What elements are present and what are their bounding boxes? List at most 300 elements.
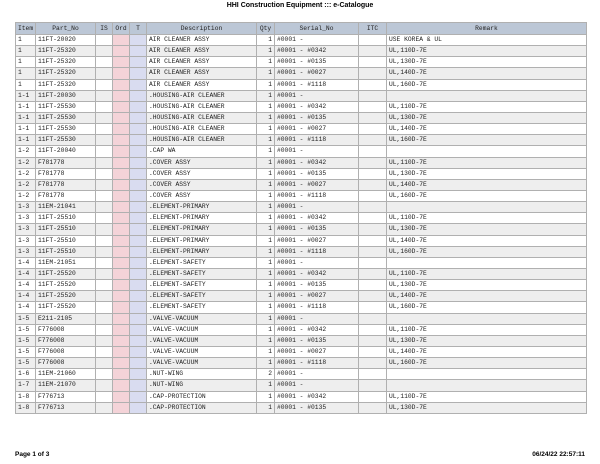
remark-cell: UL,130D-7E — [387, 402, 587, 413]
serial-no-cell: #0001 - #0342 — [275, 391, 359, 402]
remark-cell: UL,110D-7E — [387, 268, 587, 279]
qty-cell: 1 — [257, 391, 275, 402]
remark-cell — [387, 369, 587, 380]
t-cell — [130, 168, 147, 179]
serial-no-cell: #0001 - #0027 — [275, 179, 359, 190]
serial-no-cell: #0001 - #0342 — [275, 213, 359, 224]
itc-cell — [359, 324, 387, 335]
itc-cell — [359, 179, 387, 190]
table-row[interactable] — [16, 146, 587, 157]
table-row[interactable] — [16, 324, 587, 335]
item-cell: 1-8 — [16, 391, 36, 402]
t-cell — [130, 302, 147, 313]
itc-cell — [359, 68, 387, 79]
qty-cell: 1 — [257, 224, 275, 235]
t-cell — [130, 190, 147, 201]
t-cell — [130, 46, 147, 57]
description-cell: AIR CLEANER ASSY — [147, 46, 257, 57]
itc-cell — [359, 235, 387, 246]
remark-cell — [387, 257, 587, 268]
ord-cell — [113, 280, 130, 291]
table-row[interactable] — [16, 346, 587, 357]
part-no-cell: 11EM-21041 — [36, 202, 96, 213]
description-cell: .CAP-PROTECTION — [147, 391, 257, 402]
serial-no-cell: #0001 - — [275, 369, 359, 380]
qty-cell: 1 — [257, 68, 275, 79]
description-cell: .ELEMENT-PRIMARY — [147, 202, 257, 213]
qty-cell: 1 — [257, 246, 275, 257]
remark-cell: UL,160D-7E — [387, 302, 587, 313]
remark-cell: UL,110D-7E — [387, 101, 587, 112]
col-header-serial-no[interactable]: Serial_No — [275, 23, 359, 35]
remark-cell: UL,130D-7E — [387, 112, 587, 123]
itc-cell — [359, 112, 387, 123]
ord-cell — [113, 146, 130, 157]
remark-cell: UL,140D-7E — [387, 235, 587, 246]
table-row[interactable] — [16, 380, 587, 391]
part-no-cell: F776008 — [36, 358, 96, 369]
qty-cell: 1 — [257, 46, 275, 57]
col-header-item[interactable]: Item — [16, 23, 36, 35]
description-cell: AIR CLEANER ASSY — [147, 57, 257, 68]
qty-cell: 1 — [257, 35, 275, 46]
itc-cell — [359, 202, 387, 213]
table-row[interactable] — [16, 246, 587, 257]
remark-cell — [387, 202, 587, 213]
itc-cell — [359, 391, 387, 402]
is-cell — [96, 257, 113, 268]
ord-cell — [113, 124, 130, 135]
remark-cell: UL,160D-7E — [387, 135, 587, 146]
part-no-cell: 11FT-25520 — [36, 280, 96, 291]
is-cell — [96, 146, 113, 157]
col-header-part-no[interactable]: Part_No — [36, 23, 96, 35]
qty-cell: 1 — [257, 235, 275, 246]
ord-cell — [113, 291, 130, 302]
ord-cell — [113, 346, 130, 357]
qty-cell: 1 — [257, 157, 275, 168]
part-no-cell: F781778 — [36, 157, 96, 168]
ord-cell — [113, 324, 130, 335]
itc-cell — [359, 101, 387, 112]
serial-no-cell: #0001 - #0135 — [275, 112, 359, 123]
serial-no-cell: #0001 - #0027 — [275, 68, 359, 79]
serial-no-cell: #0001 - #0135 — [275, 335, 359, 346]
item-cell: 1-5 — [16, 335, 36, 346]
t-cell — [130, 235, 147, 246]
t-cell — [130, 280, 147, 291]
serial-no-cell: #0001 - #0135 — [275, 402, 359, 413]
serial-no-cell: #0001 - #0135 — [275, 280, 359, 291]
item-cell: 1-2 — [16, 179, 36, 190]
remark-cell: UL,130D-7E — [387, 335, 587, 346]
t-cell — [130, 57, 147, 68]
serial-no-cell: #0001 - #0135 — [275, 168, 359, 179]
part-no-cell: 11EM-21051 — [36, 257, 96, 268]
table-row[interactable] — [16, 68, 587, 79]
part-no-cell: 11FT-25320 — [36, 46, 96, 57]
description-cell: .VALVE-VACUUM — [147, 346, 257, 357]
part-no-cell: 11FT-25510 — [36, 213, 96, 224]
item-cell: 1-5 — [16, 346, 36, 357]
remark-cell — [387, 380, 587, 391]
table-body — [16, 35, 587, 414]
item-cell: 1-1 — [16, 112, 36, 123]
parts-table-container — [15, 22, 586, 414]
part-no-cell: 11FT-25520 — [36, 302, 96, 313]
is-cell — [96, 101, 113, 112]
qty-cell: 1 — [257, 402, 275, 413]
is-cell — [96, 157, 113, 168]
is-cell — [96, 68, 113, 79]
itc-cell — [359, 369, 387, 380]
table-row[interactable] — [16, 190, 587, 201]
ord-cell — [113, 235, 130, 246]
itc-cell — [359, 35, 387, 46]
is-cell — [96, 213, 113, 224]
description-cell: .ELEMENT-SAFETY — [147, 257, 257, 268]
is-cell — [96, 369, 113, 380]
table-row[interactable] — [16, 402, 587, 413]
table-row[interactable] — [16, 90, 587, 101]
is-cell — [96, 190, 113, 201]
table-row[interactable] — [16, 168, 587, 179]
serial-no-cell: #0001 - #1118 — [275, 246, 359, 257]
qty-cell: 1 — [257, 257, 275, 268]
ord-cell — [113, 68, 130, 79]
ord-cell — [113, 268, 130, 279]
t-cell — [130, 213, 147, 224]
is-cell — [96, 235, 113, 246]
itc-cell — [359, 268, 387, 279]
ord-cell — [113, 313, 130, 324]
t-cell — [130, 257, 147, 268]
table-row[interactable] — [16, 335, 587, 346]
table-row[interactable] — [16, 35, 587, 46]
ord-cell — [113, 302, 130, 313]
description-cell: .VALVE-VACUUM — [147, 313, 257, 324]
qty-cell: 1 — [257, 57, 275, 68]
table-row[interactable] — [16, 280, 587, 291]
remark-cell: UL,160D-7E — [387, 358, 587, 369]
item-cell: 1-7 — [16, 380, 36, 391]
t-cell — [130, 135, 147, 146]
table-row[interactable] — [16, 358, 587, 369]
ord-cell — [113, 101, 130, 112]
serial-no-cell: #0001 - #0027 — [275, 346, 359, 357]
part-no-cell: F781778 — [36, 190, 96, 201]
item-cell: 1-2 — [16, 146, 36, 157]
part-no-cell: 11EM-21060 — [36, 369, 96, 380]
table-row[interactable] — [16, 291, 587, 302]
ord-cell — [113, 57, 130, 68]
is-cell — [96, 79, 113, 90]
table-row[interactable] — [16, 112, 587, 123]
description-cell: AIR CLEANER ASSY — [147, 35, 257, 46]
t-cell — [130, 179, 147, 190]
page-title: HHI Construction Equipment ::: e-Catalogue — [226, 2, 374, 9]
qty-cell: 1 — [257, 313, 275, 324]
ord-cell — [113, 257, 130, 268]
remark-cell: UL,130D-7E — [387, 224, 587, 235]
itc-cell — [359, 79, 387, 90]
item-cell: 1-5 — [16, 313, 36, 324]
table-row[interactable] — [16, 224, 587, 235]
item-cell: 1 — [16, 35, 36, 46]
table-header-row — [16, 23, 587, 35]
item-cell: 1-3 — [16, 202, 36, 213]
description-cell: .ELEMENT-PRIMARY — [147, 224, 257, 235]
qty-cell: 1 — [257, 268, 275, 279]
is-cell — [96, 179, 113, 190]
item-cell: 1-4 — [16, 280, 36, 291]
t-cell — [130, 202, 147, 213]
itc-cell — [359, 124, 387, 135]
table-row[interactable] — [16, 369, 587, 380]
is-cell — [96, 358, 113, 369]
qty-cell: 1 — [257, 280, 275, 291]
description-cell: .CAP-PROTECTION — [147, 402, 257, 413]
qty-cell: 1 — [257, 358, 275, 369]
is-cell — [96, 135, 113, 146]
ord-cell — [113, 79, 130, 90]
description-cell: .VALVE-VACUUM — [147, 358, 257, 369]
part-no-cell: 11FT-25320 — [36, 79, 96, 90]
remark-cell: UL,160D-7E — [387, 79, 587, 90]
part-no-cell: 11EM-21070 — [36, 380, 96, 391]
col-header-qty[interactable]: Qty — [257, 23, 275, 35]
itc-cell — [359, 146, 387, 157]
item-cell: 1-4 — [16, 257, 36, 268]
part-no-cell: 11FT-25530 — [36, 101, 96, 112]
ord-cell — [113, 202, 130, 213]
table-row[interactable] — [16, 313, 587, 324]
remark-cell: UL,110D-7E — [387, 213, 587, 224]
t-cell — [130, 79, 147, 90]
ord-cell — [113, 224, 130, 235]
description-cell: .ELEMENT-PRIMARY — [147, 246, 257, 257]
ord-cell — [113, 157, 130, 168]
description-cell: .HOUSING-AIR CLEANER — [147, 112, 257, 123]
t-cell — [130, 358, 147, 369]
table-row[interactable] — [16, 135, 587, 146]
part-no-cell: 11FT-25520 — [36, 291, 96, 302]
qty-cell: 1 — [257, 202, 275, 213]
parts-table — [15, 22, 587, 414]
description-cell: .COVER ASSY — [147, 179, 257, 190]
ord-cell — [113, 46, 130, 57]
item-cell: 1-2 — [16, 190, 36, 201]
col-header-description[interactable]: Description — [147, 23, 257, 35]
t-cell — [130, 246, 147, 257]
is-cell — [96, 346, 113, 357]
serial-no-cell: #0001 - — [275, 313, 359, 324]
t-cell — [130, 90, 147, 101]
table-row[interactable] — [16, 268, 587, 279]
description-cell: .NUT-WING — [147, 369, 257, 380]
t-cell — [130, 346, 147, 357]
itc-cell — [359, 313, 387, 324]
description-cell: .COVER ASSY — [147, 168, 257, 179]
t-cell — [130, 35, 147, 46]
qty-cell: 1 — [257, 335, 275, 346]
serial-no-cell: #0001 - #1118 — [275, 79, 359, 90]
description-cell: .VALVE-VACUUM — [147, 335, 257, 346]
part-no-cell: F776008 — [36, 346, 96, 357]
is-cell — [96, 380, 113, 391]
remark-cell — [387, 146, 587, 157]
qty-cell: 1 — [257, 79, 275, 90]
print-datetime: 06/24/22 22:57:11 — [532, 451, 585, 458]
t-cell — [130, 402, 147, 413]
serial-no-cell: #0001 - #0135 — [275, 224, 359, 235]
item-cell: 1 — [16, 57, 36, 68]
col-header-ord[interactable]: Ord — [113, 23, 130, 35]
t-cell — [130, 313, 147, 324]
t-cell — [130, 291, 147, 302]
table-row[interactable] — [16, 57, 587, 68]
item-cell: 1 — [16, 79, 36, 90]
page-indicator: Page 1 of 3 — [15, 451, 50, 458]
ord-cell — [113, 213, 130, 224]
itc-cell — [359, 213, 387, 224]
item-cell: 1-1 — [16, 101, 36, 112]
itc-cell — [359, 358, 387, 369]
ord-cell — [113, 369, 130, 380]
table-row[interactable] — [16, 101, 587, 112]
part-no-cell: 11FT-25530 — [36, 112, 96, 123]
item-cell: 1-2 — [16, 168, 36, 179]
table-row[interactable] — [16, 302, 587, 313]
description-cell: .HOUSING-AIR CLEANER — [147, 124, 257, 135]
item-cell: 1-3 — [16, 213, 36, 224]
is-cell — [96, 124, 113, 135]
itc-cell — [359, 280, 387, 291]
table-row[interactable] — [16, 157, 587, 168]
description-cell: .HOUSING-AIR CLEANER — [147, 135, 257, 146]
itc-cell — [359, 57, 387, 68]
serial-no-cell: #0001 - #1118 — [275, 302, 359, 313]
part-no-cell: 11FT-25510 — [36, 246, 96, 257]
ord-cell — [113, 335, 130, 346]
is-cell — [96, 280, 113, 291]
itc-cell — [359, 380, 387, 391]
ord-cell — [113, 246, 130, 257]
table-row[interactable] — [16, 46, 587, 57]
table-row[interactable] — [16, 202, 587, 213]
remark-cell: UL,160D-7E — [387, 190, 587, 201]
item-cell: 1-1 — [16, 90, 36, 101]
part-no-cell: 11FT-25510 — [36, 235, 96, 246]
part-no-cell: F776713 — [36, 391, 96, 402]
qty-cell: 1 — [257, 291, 275, 302]
item-cell: 1 — [16, 68, 36, 79]
is-cell — [96, 46, 113, 57]
qty-cell: 2 — [257, 369, 275, 380]
serial-no-cell: #0001 - #1118 — [275, 190, 359, 201]
t-cell — [130, 335, 147, 346]
ord-cell — [113, 168, 130, 179]
remark-cell: UL,140D-7E — [387, 68, 587, 79]
itc-cell — [359, 335, 387, 346]
qty-cell: 1 — [257, 324, 275, 335]
qty-cell: 1 — [257, 190, 275, 201]
serial-no-cell: #0001 - #0135 — [275, 57, 359, 68]
table-row[interactable] — [16, 257, 587, 268]
table-row[interactable] — [16, 79, 587, 90]
ord-cell — [113, 380, 130, 391]
qty-cell: 1 — [257, 112, 275, 123]
serial-no-cell: #0001 - — [275, 202, 359, 213]
itc-cell — [359, 135, 387, 146]
description-cell: .ELEMENT-SAFETY — [147, 291, 257, 302]
remark-cell: UL,130D-7E — [387, 168, 587, 179]
is-cell — [96, 246, 113, 257]
is-cell — [96, 112, 113, 123]
t-cell — [130, 391, 147, 402]
t-cell — [130, 101, 147, 112]
table-row[interactable] — [16, 391, 587, 402]
qty-cell: 1 — [257, 302, 275, 313]
part-no-cell: 11FT-25530 — [36, 135, 96, 146]
itc-cell — [359, 157, 387, 168]
table-row[interactable] — [16, 235, 587, 246]
itc-cell — [359, 246, 387, 257]
t-cell — [130, 68, 147, 79]
ord-cell — [113, 35, 130, 46]
remark-cell: UL,110D-7E — [387, 157, 587, 168]
serial-no-cell: #0001 - #1118 — [275, 135, 359, 146]
remark-cell: UL,140D-7E — [387, 124, 587, 135]
qty-cell: 1 — [257, 346, 275, 357]
remark-cell — [387, 90, 587, 101]
col-header-t[interactable]: T — [130, 23, 147, 35]
is-cell — [96, 168, 113, 179]
col-header-remark[interactable]: Remark — [387, 23, 587, 35]
serial-no-cell: #0001 - — [275, 90, 359, 101]
serial-no-cell: #0001 - — [275, 146, 359, 157]
item-cell: 1-6 — [16, 369, 36, 380]
itc-cell — [359, 224, 387, 235]
item-cell: 1-4 — [16, 302, 36, 313]
col-header-is[interactable]: IS — [96, 23, 113, 35]
part-no-cell: 11FT-25520 — [36, 268, 96, 279]
is-cell — [96, 313, 113, 324]
part-no-cell: 11FT-25320 — [36, 57, 96, 68]
qty-cell: 1 — [257, 380, 275, 391]
t-cell — [130, 146, 147, 157]
is-cell — [96, 302, 113, 313]
ord-cell — [113, 179, 130, 190]
table-row[interactable] — [16, 179, 587, 190]
col-header-itc[interactable]: ITC — [359, 23, 387, 35]
description-cell: .ELEMENT-SAFETY — [147, 302, 257, 313]
itc-cell — [359, 46, 387, 57]
is-cell — [96, 268, 113, 279]
ord-cell — [113, 135, 130, 146]
remark-cell: UL,140D-7E — [387, 291, 587, 302]
t-cell — [130, 112, 147, 123]
description-cell: .ELEMENT-SAFETY — [147, 280, 257, 291]
serial-no-cell: #0001 - #0342 — [275, 101, 359, 112]
table-row[interactable] — [16, 124, 587, 135]
serial-no-cell: #0001 - — [275, 380, 359, 391]
part-no-cell: 11FT-25510 — [36, 224, 96, 235]
serial-no-cell: #0001 - #0342 — [275, 268, 359, 279]
table-row[interactable] — [16, 213, 587, 224]
description-cell: AIR CLEANER ASSY — [147, 68, 257, 79]
description-cell: .NUT-WING — [147, 380, 257, 391]
